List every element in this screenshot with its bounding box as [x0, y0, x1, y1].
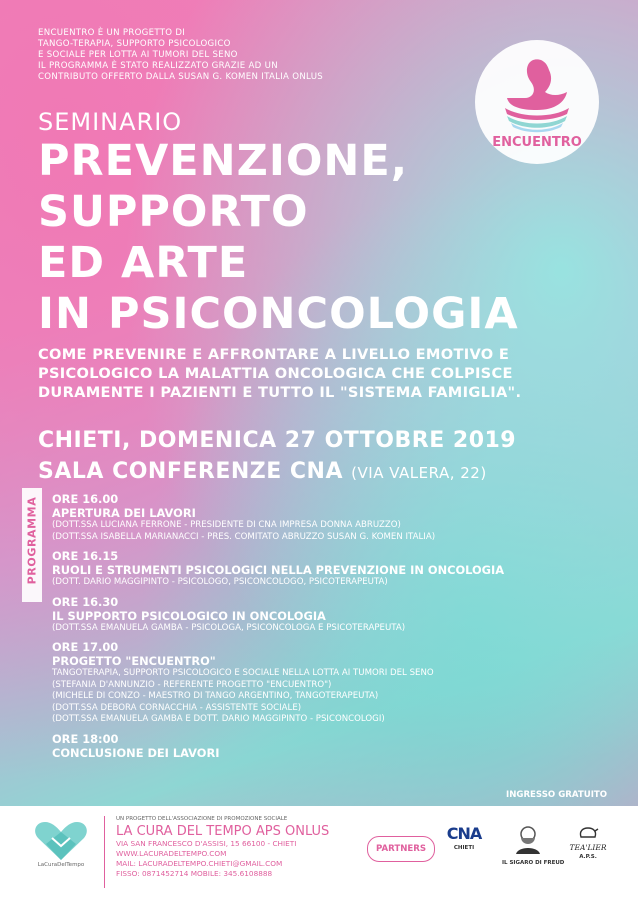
- program-item: [52, 595, 622, 635]
- subtitle-line: COME PREVENIRE E AFFRONTARE A LIVELLO EMOTIVO E: [38, 346, 510, 363]
- organization-phone: FISSO: 0871452714 MOBILE: 345.6108888: [116, 869, 273, 878]
- organization-name: LA CURA DEL TEMPO APS ONLUS: [116, 824, 330, 839]
- subtitle-line: DURAMENTE I PAZIENTI E TUTTO IL "SISTEMA FAMIGLIA".: [38, 384, 522, 401]
- top-note-line: E SOCIALE PER LOTTA AI TUMORI DEL SENO: [38, 50, 238, 60]
- venue-name: SALA CONFERENZE CNA: [38, 459, 343, 484]
- association-logo: [32, 820, 90, 876]
- partner-tealier: [566, 824, 610, 860]
- heart-icon: [32, 820, 90, 862]
- program-detail: (DOTT.SSA EMANUELA GAMBA - PSICOLOGA, PSICONCOLOGA E PSICOTERAPEUTA): [52, 622, 406, 633]
- program-time: ORE 18:00: [52, 731, 119, 746]
- program-title: APERTURA DEI LAVORI: [52, 506, 196, 520]
- program-title: CONCLUSIONE DEI LAVORI: [52, 745, 220, 760]
- tealier-logo: TEA'LIER: [569, 843, 607, 852]
- program-item: [52, 549, 622, 589]
- association-logo-text: LaCuraDelTempo: [37, 862, 85, 868]
- program-detail: (DOTT.SSA LUCIANA FERRONE - PRESIDENTE DI CNA IMPRESA DONNA ABRUZZO): [52, 520, 401, 530]
- organization-website: WWW.LACURADELTEMPO.COM: [116, 849, 227, 858]
- cna-logo: CNA: [446, 824, 482, 843]
- page-title: [38, 136, 519, 340]
- logo-label: ENCUENTRO: [492, 135, 582, 150]
- subtitle-line: PSICOLOGICO LA MALATTIA ONCOLOGICA CHE COLPISCE: [38, 365, 513, 382]
- title-line: PREVENZIONE,: [38, 136, 409, 186]
- event-date: CHIETI, DOMENICA 27 OTTOBRE 2019: [38, 428, 517, 453]
- top-note-line: IL PROGRAMMA È STATO REALIZZATO GRAZIE AD UN: [38, 61, 278, 71]
- event-info: [38, 425, 516, 489]
- top-note: [38, 28, 368, 83]
- partner-cna: [446, 824, 482, 851]
- program-detail: (DOTT.SSA EMANUELA GAMBA E DOTT. DARIO MAGGIPINTO - PSICONCOLOGI): [52, 714, 385, 724]
- program-detail: TANGOTERAPIA, SUPPORTO PSICOLOGICO E SOCIALE NELLA LOTTA AI TUMORI DEL SENO: [52, 668, 434, 678]
- title-line: IN PSICONCOLOGIA: [38, 289, 519, 339]
- free-entry: INGRESSO GRATUITO: [506, 790, 608, 800]
- organization-note: UN PROGETTO DELL'ASSOCIAZIONE DI PROMOZIONE SOCIALE: [116, 816, 288, 822]
- program-time: ORE 16.00: [52, 492, 119, 506]
- footer: [0, 806, 638, 900]
- teapot-icon: [577, 825, 599, 839]
- freud-portrait-icon: [512, 824, 544, 854]
- organization-email: MAIL: LACURADELTEMPO.CHIETI@GMAIL.COM: [116, 859, 283, 868]
- program-tab: [22, 488, 42, 602]
- partners-badge: PARTNERS: [367, 836, 435, 862]
- swan-icon: [497, 52, 577, 134]
- program-list: [52, 492, 622, 766]
- program-detail: (DOTT.SSA DEBORA CORNACCHIA - ASSISTENTE SOCIALE): [52, 702, 302, 713]
- seminar-label: SEMINARIO: [38, 108, 183, 136]
- program-detail: (STEFANIA D'ANNUNZIO - REFERENTE PROGETTO "ENCUENTRO"): [52, 679, 332, 690]
- program-title: IL SUPPORTO PSICOLOGICO IN ONCOLOGIA: [52, 608, 326, 623]
- program-detail: (DOTT.SSA ISABELLA MARIANACCI - PRES. COMITATO ABRUZZO SUSAN G. KOMEN ITALIA): [52, 531, 436, 542]
- top-note-line: ENCUENTRO È UN PROGETTO DI: [38, 28, 186, 38]
- organization-info: [116, 816, 356, 879]
- event-venue: [38, 456, 516, 489]
- divider: [104, 816, 105, 888]
- partner-caption: IL SIGARO DI FREUD: [502, 860, 565, 866]
- top-note-line: CONTRIBUTO OFFERTO DALLA SUSAN G. KOMEN ITALIA ONLUS: [38, 72, 324, 82]
- title-line: SUPPORTO: [38, 187, 309, 237]
- subtitle: [38, 345, 521, 402]
- program-detail: (DOTT. DARIO MAGGIPINTO - PSICOLOGO, PSICONCOLOGO, PSICOTERAPEUTA): [52, 577, 388, 587]
- program-time: ORE 17.00: [52, 640, 119, 654]
- organization-address: VIA SAN FRANCESCO D'ASSISI, 15 66100 - CHIETI: [116, 839, 297, 848]
- program-item: [52, 640, 622, 726]
- program-detail: (MICHELE DI CONZO - MAESTRO DI TANGO ARGENTINO, TANGOTERAPEUTA): [52, 691, 379, 701]
- venue-address: (VIA VALERA, 22): [351, 464, 487, 482]
- program-item: [52, 732, 622, 760]
- top-note-line: TANGO-TERAPIA, SUPPORTO PSICOLOGICO: [38, 39, 231, 49]
- program-title: PROGETTO "ENCUENTRO": [52, 654, 216, 668]
- partner-caption: CHIETI: [453, 845, 475, 851]
- title-line: ED ARTE: [38, 238, 249, 288]
- program-item: [52, 492, 622, 543]
- program-time: ORE 16.30: [52, 594, 119, 609]
- partner-sigaro: [502, 824, 565, 866]
- partner-caption: A.P.S.: [579, 854, 597, 860]
- program-label: PROGRAMMA: [25, 496, 39, 585]
- program-time: ORE 16.15: [52, 549, 119, 563]
- program-title: RUOLI E STRUMENTI PSICOLOGICI NELLA PREVENZIONE IN ONCOLOGIA: [52, 563, 505, 577]
